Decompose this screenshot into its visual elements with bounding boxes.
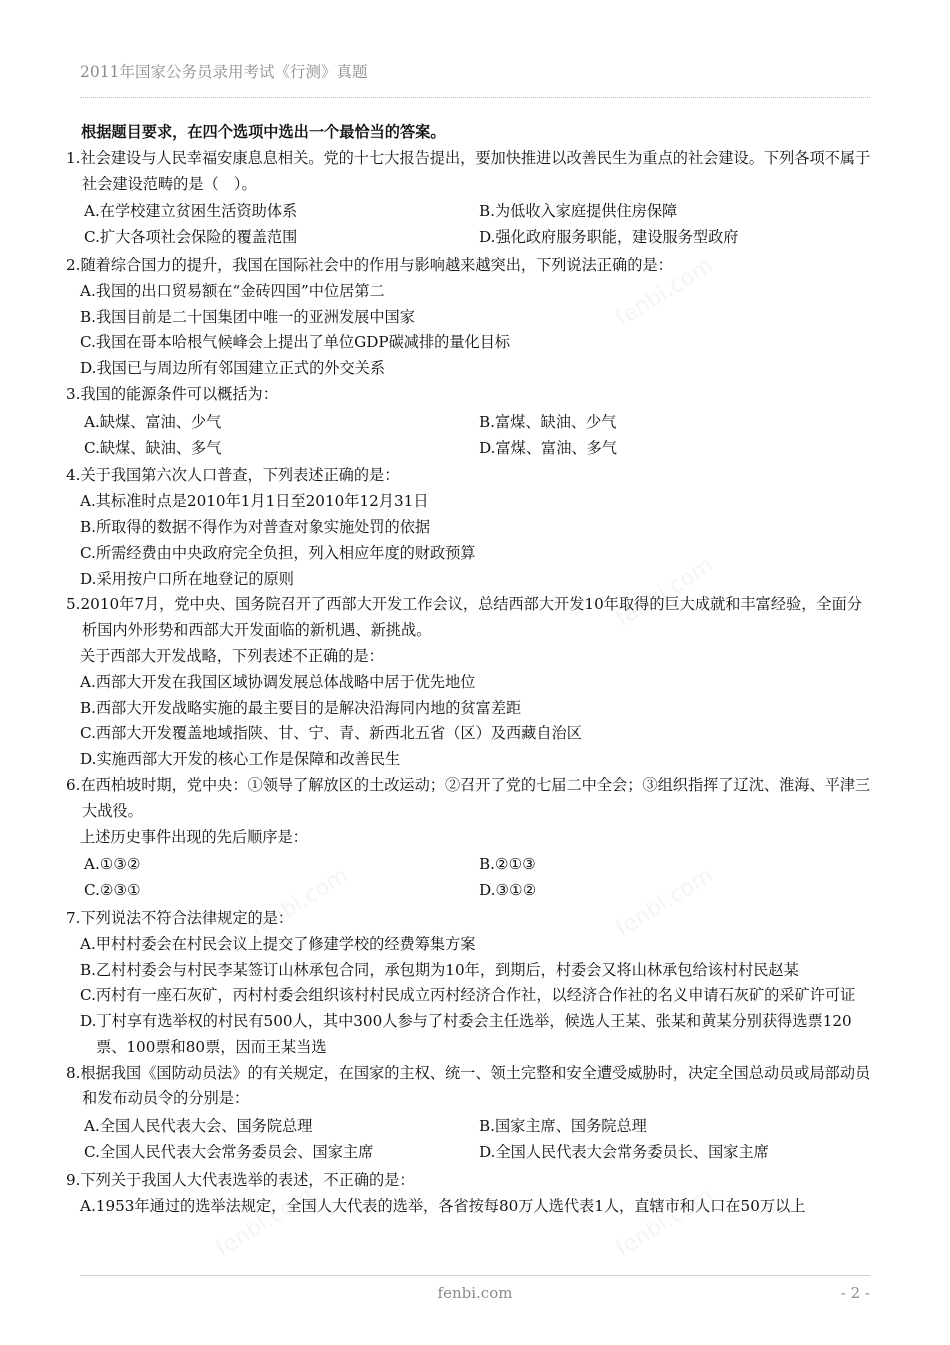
option-c: C.②③①: [84, 881, 141, 900]
question-4: [64, 463, 872, 592]
option-d: D.富煤、富油、多气: [479, 438, 617, 457]
watermark: fenbi.com: [611, 862, 718, 943]
option-b: B.我国目前是二十国集团中唯一的亚洲发展中国家: [80, 307, 415, 326]
option-c: C.扩大各项社会保险的覆盖范围: [84, 228, 298, 247]
option-c: C.全国人民代表大会常务委员会、国家主席: [84, 1143, 374, 1162]
question-stem: 4.关于我国第六次人口普查，下列表述正确的是：: [66, 466, 400, 485]
header-title: 2011年国家公务员录用考试《行测》真题: [80, 63, 368, 81]
option-d: D.全国人民代表大会常务委员长、国家主席: [479, 1143, 769, 1162]
question-5: [64, 592, 872, 773]
option-b: B.西部大开发战略实施的最主要目的是解决沿海同内地的贫富差距: [80, 698, 522, 717]
footer-divider: [80, 1275, 870, 1276]
option-b: B.为低收入家庭提供住房保障: [479, 202, 678, 221]
option-c: C.丙村有一座石灰矿，丙村村委会组织该村村民成立丙村经济合作社，以经济合作社的名义申请石灰矿的采矿许可证: [80, 986, 856, 1005]
option-a: A.甲村村委会在村民会议上提交了修建学校的经费筹集方案: [80, 934, 476, 953]
question-2: [64, 253, 872, 382]
option-c: C.我国在哥本哈根气候峰会上提出了单位GDP碳减排的量化目标: [80, 333, 511, 352]
question-stem: 2.随着综合国力的提升，我国在国际社会中的作用与影响越来越突出，下列说法正确的是：: [66, 255, 673, 274]
question-list: [64, 120, 872, 1219]
option-d: D.强化政府服务职能，建设服务型政府: [479, 228, 739, 247]
option-b: B.富煤、缺油、少气: [479, 412, 617, 431]
option-b: B.②①③: [479, 855, 536, 874]
question-6: [64, 773, 872, 904]
watermark: fenbi.com: [611, 1182, 718, 1263]
option-d: D.实施西部大开发的核心工作是保障和改善民生: [80, 750, 401, 769]
question-stem: 5.2010年7月，党中央、国务院召开了西部大开发工作会议，总结西部大开发10年取得的巨大成就和丰富经验，全面分析国内外形势和西部大开发面临的新机遇、新挑战。: [66, 595, 862, 640]
question-3: [64, 382, 872, 461]
option-a: A.全国人民代表大会、国务院总理: [84, 1117, 313, 1136]
footer-site: fenbi.com: [437, 1284, 513, 1302]
header-divider: [80, 97, 870, 98]
watermark: fenbi.com: [211, 1182, 318, 1263]
option-b: B.国家主席、国务院总理: [479, 1117, 647, 1136]
option-a: A.其标准时点是2010年1月1日至2010年12月31日: [80, 492, 429, 511]
question-stem: 3.我国的能源条件可以概括为：: [66, 384, 278, 403]
question-stem: 1.社会建设与人民幸福安康息息相关。党的十七大报告提出，要加快推进以改善民生为重点的社会建设。下列各项不属于社会建设范畴的是（ ）。: [66, 148, 871, 193]
option-b: B.乙村村委会与村民李某签订山林承包合同，承包期为10年，到期后，村委会又将山林承包给该村村民赵某: [80, 960, 799, 979]
question-stem: 9.下列关于我国人大代表选举的表述，不正确的是：: [66, 1170, 415, 1189]
option-c: C.西部大开发覆盖地域指陕、甘、宁、青、新西北五省（区）及西藏自治区: [80, 724, 582, 743]
option-a: A.缺煤、富油、少气: [84, 412, 222, 431]
option-d: D.采用按户口所在地登记的原则: [80, 569, 294, 588]
option-c: C.缺煤、缺油、多气: [84, 438, 222, 457]
watermark: fenbi.com: [611, 252, 718, 333]
option-a: A.在学校建立贫困生活资助体系: [84, 202, 298, 221]
option-d: D.丁村享有选举权的村民有500人，其中300人参与了村委会主任选举，候选人王某、张某和黄某分别获得选票120票、100票和80票，因而王某当选: [80, 1012, 852, 1056]
watermark: fenbi.com: [611, 552, 718, 633]
question-stem: 8.根据我国《国防动员法》的有关规定，在国家的主权、统一、领土完整和安全遭受威胁时，决定全国总动员或局部动员和发布动员令的分别是：: [66, 1063, 871, 1108]
question-prompt: 上述历史事件出现的先后顺序是：: [80, 827, 308, 846]
option-a: A.我国的出口贸易额在“金砖四国”中位居第二: [80, 281, 385, 300]
option-b: B.所取得的数据不得作为对普查对象实施处罚的依据: [80, 517, 431, 536]
option-a: A.1953年通过的选举法规定，全国人大代表的选举，各省按每80万人选代表1人，直辖市和人口在50万以上: [80, 1196, 806, 1215]
question-1: [64, 146, 872, 251]
instruction: 根据题目要求，在四个选项中选出一个最恰当的答案。: [81, 123, 446, 141]
option-d: D.我国已与周边所有邻国建立正式的外交关系: [80, 359, 386, 378]
option-a: A.①③②: [84, 855, 141, 874]
question-prompt: 关于西部大开发战略，下列表述不正确的是：: [80, 646, 384, 665]
question-stem: 6.在西柏坡时期，党中央：①领导了解放区的土改运动；②召开了党的七届二中全会；③组织指挥了辽沈、淮海、平津三大战役。: [66, 775, 871, 820]
question-9: [64, 1168, 872, 1220]
page-number: - 2 -: [840, 1284, 870, 1302]
watermark: fenbi.com: [246, 862, 353, 943]
question-stem: 7.下列说法不符合法律规定的是：: [66, 908, 294, 927]
option-c: C.所需经费由中央政府完全负担，列入相应年度的财政预算: [80, 543, 476, 562]
option-d: D.③①②: [479, 881, 537, 900]
option-a: A.西部大开发在我国区域协调发展总体战略中居于优先地位: [80, 672, 476, 691]
question-8: [64, 1061, 872, 1166]
question-7: [64, 906, 872, 1061]
